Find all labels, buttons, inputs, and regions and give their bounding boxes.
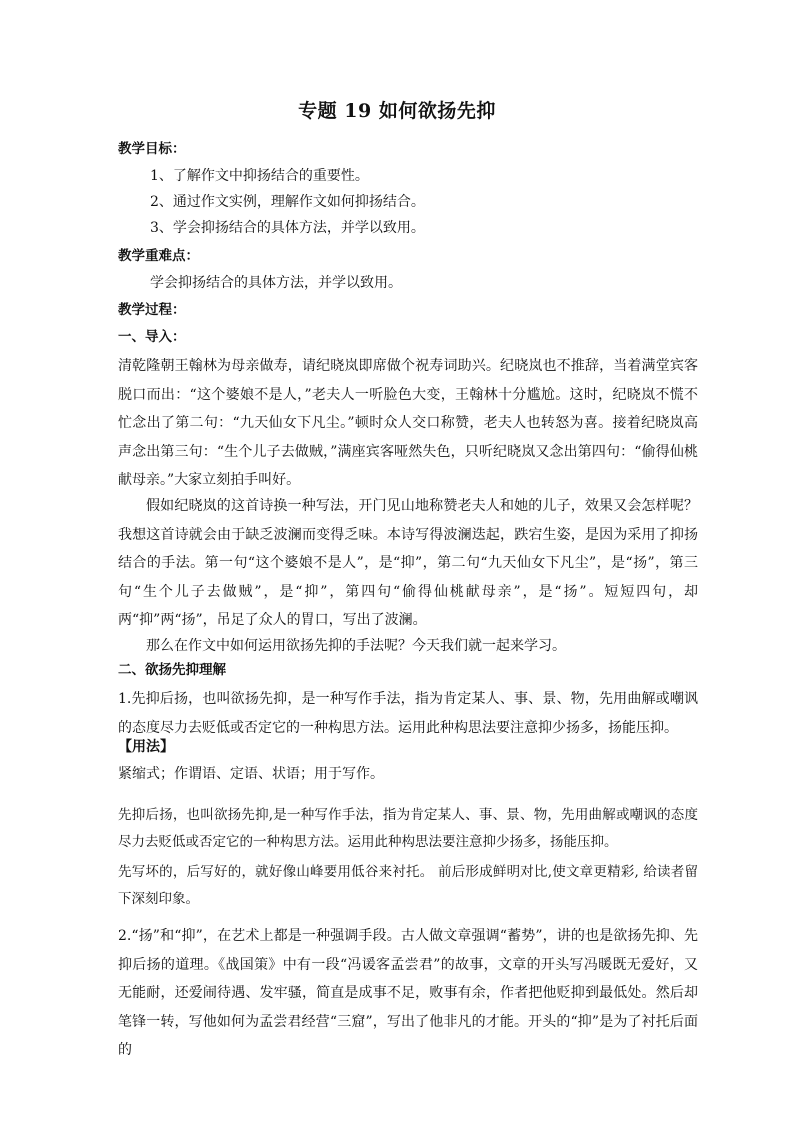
section2-paragraph-3: 先写坏的，后写好的，就好像山峰要用低谷来衬托。 前后形成鲜明对比,使文章更精彩, 给读者留下深刻印象。	[118, 864, 698, 907]
section2-paragraph-4: 2.“扬”和“抑”，在艺术上都是一种强调手段。古人做文章强调“蓄势”，讲的也是欲扬先抑、先抑后扬的道理。《战国策》中有一段“冯谖客孟尝君”的故事，文章的开头写冯暖既无爱好，又无能耐，还爱闹待遇、发牢骚，简直是成事不足，败事有余，作者把他贬抑到最低处。然后却笔锋一转，写他如何为孟尝君经营“三窟”，写出了他非凡的才能。开头的“抑”是为了衬托后面的	[118, 928, 698, 1058]
section2-title: 二、欲扬先抑理解	[118, 662, 226, 678]
usage-label: 【用法】	[118, 739, 174, 755]
intro-paragraph-3: 那么在作文中如何运用欲扬先抑的手法呢？今天我们就一起来学习。	[146, 638, 566, 654]
page-title: 专题 19 如何欲扬先抑	[298, 100, 496, 122]
goal-item-1: 1、了解作文中抑扬结合的重要性。	[150, 168, 369, 184]
difficulty-text: 学会抑扬结合的具体方法，并学以致用。	[150, 275, 402, 291]
difficulty-label: 教学重难点：	[118, 248, 199, 264]
intro-paragraph-2: 假如纪晓岚的这首诗换一种写法，开门见山地称赞老夫人和她的儿子，效果又会怎样呢？我想这首诗就会由于缺乏波澜而变得乏味。本诗写得波澜迭起，跌宕生姿，是因为采用了抑扬结合的手法。第一句“这个婆娘不是人”，是“抑”，第二句“九天仙女下凡尘”，是“扬”，第三句“生个儿子去做贼”，是“抑”，第四句“偷得仙桃献母亲”，是“扬”。短短四句，却两“抑”两“扬”，吊足了众人的胃口，写出了波澜。	[118, 498, 698, 628]
goal-item-2: 2、通过作文实例，理解作文如何抑扬结合。	[150, 194, 425, 210]
intro-paragraph-1: 清乾隆朝王翰林为母亲做寿，请纪晓岚即席做个祝寿词助兴。纪晓岚也不推辞，当着满堂宾客脱口而出：“这个婆娘不是人，”老夫人一听脸色大变，王翰林十分尴尬。这时，纪晓岚不慌不忙念出了第二句：“九天仙女下凡尘。”顿时众人交口称赞，老夫人也转怒为喜。接着纪晓岚高声念出第三句：“生个儿子去做贼，”满座宾客哑然失色，只听纪晓岚又念出第四句：“偷得仙桃献母亲。”大家立刻拍手叫好。	[118, 358, 698, 488]
goal-item-3: 3、学会抑扬结合的具体方法，并学以致用。	[150, 220, 425, 236]
teaching-goals-label: 教学目标：	[118, 141, 186, 157]
section2-paragraph-2: 先抑后扬，也叫欲扬先抑,是一种写作手法，指为肯定某人、事、景、物，先用曲解或嘲讽的态度尽力去贬低或否定它的一种构思方法。运用此种构思法要注意抑少扬多，扬能压抑。	[118, 807, 698, 850]
section1-title: 一、导入：	[118, 329, 186, 345]
usage-text: 紧缩式；作谓语、定语、状语；用于写作。	[118, 766, 384, 782]
section2-paragraph-1: 1.先抑后扬，也叫欲扬先抑，是一种写作手法，指为肯定某人、事、景、物，先用曲解或嘲讽的态度尽力去贬低或否定它的一种构思方法。运用此种构思法要注意抑少扬多，扬能压抑。	[118, 691, 698, 736]
process-label: 教学过程：	[118, 302, 186, 318]
